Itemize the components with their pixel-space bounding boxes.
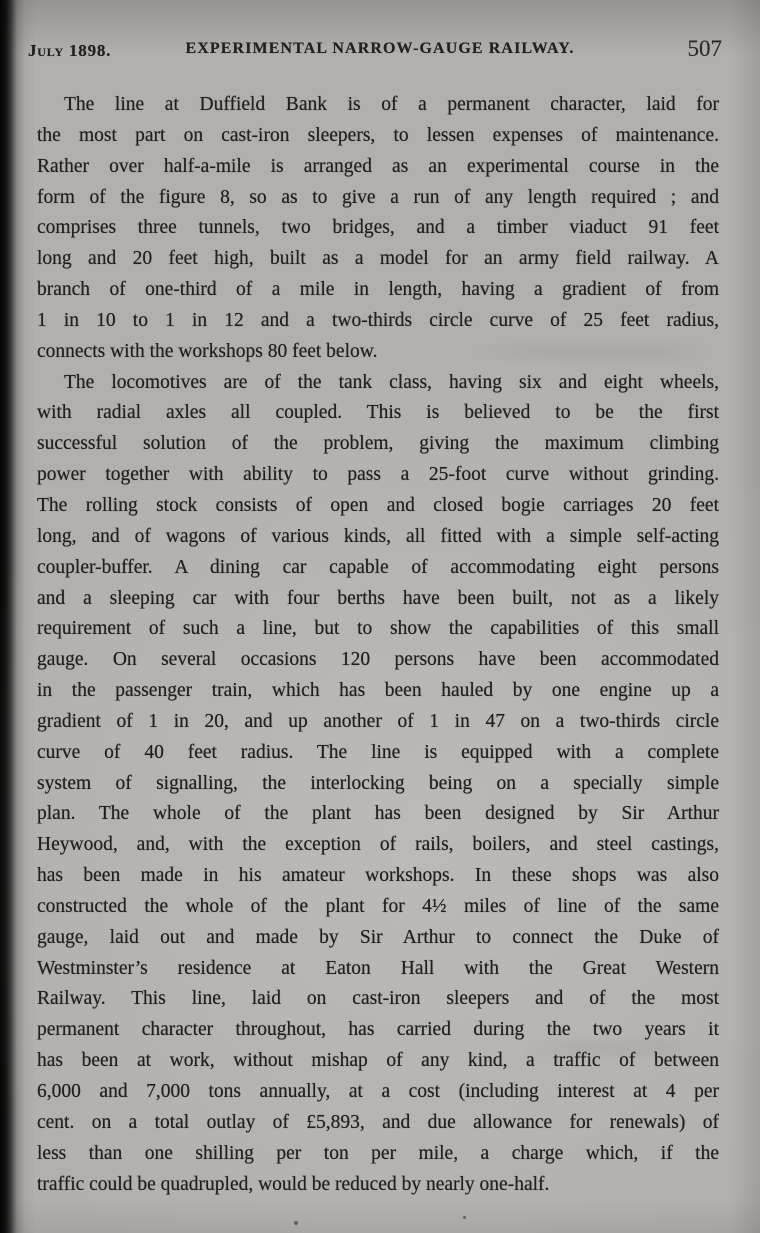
paper-speck bbox=[463, 1216, 466, 1219]
text-line: coupler-buffer. A dining car capable of accommodating eight persons bbox=[37, 556, 719, 578]
text-line: comprises three tunnels, two bridges, and a timber viaduct 91 feet bbox=[37, 217, 719, 239]
text-line: Heywood, and, with the exception of rails, boilers, and steel castings, bbox=[37, 834, 719, 856]
text-line: gradient of 1 in 20, and up another of 1 in 47 on a two-thirds circle bbox=[37, 710, 719, 732]
text-line: has been at work, without mishap of any kind, a traffic of between bbox=[37, 1050, 719, 1072]
text-line: permanent character throughout, has carried during the two years it bbox=[37, 1019, 719, 1041]
text-line: plan. The whole of the plant has been designed by Sir Arthur bbox=[37, 803, 719, 825]
text-line: gauge. On several occasions 120 persons have been accommodated bbox=[37, 649, 719, 671]
text-line: branch of one-third of a mile in length, having a gradient of from bbox=[37, 279, 719, 301]
text-line: Railway. This line, laid on cast-iron sleepers and of the most bbox=[37, 988, 719, 1010]
text-line: requirement of such a line, but to show the capabilities of this small bbox=[37, 618, 719, 640]
text-line: gauge, laid out and made by Sir Arthur to connect the Duke of bbox=[37, 926, 719, 948]
running-title: EXPERIMENTAL NARROW-GAUGE RAILWAY. bbox=[185, 40, 575, 57]
text-line: Rather over half-a-mile is arranged as an experimental course in the bbox=[37, 155, 719, 177]
text-line: has been made in his amateur workshops. In these shops was also bbox=[37, 865, 719, 887]
text-line: long, and of wagons of various kinds, all fitted with a simple self-acting bbox=[37, 525, 719, 547]
paragraph bbox=[37, 368, 719, 1201]
text-line: system of signalling, the interlocking being on a specially simple bbox=[37, 772, 719, 794]
text-line: cent. on a total outlay of £5,893, and due allowance for renewals) of bbox=[37, 1111, 719, 1133]
text-line: less than one shilling per ton per mile, a charge which, if the bbox=[37, 1142, 719, 1164]
text-line: power together with ability to pass a 25-foot curve without grinding. bbox=[37, 464, 719, 486]
header-date: July 1898. bbox=[28, 41, 112, 60]
text-line: curve of 40 feet radius. The line is equipped with a complete bbox=[37, 741, 719, 763]
text-line: The rolling stock consists of open and closed bogie carriages 20 feet bbox=[37, 494, 719, 516]
text-line: long and 20 feet high, built as a model for an army field railway. A bbox=[37, 248, 719, 270]
text-line: The line at Duffield Bank is of a permanent character, laid for bbox=[64, 94, 719, 115]
text-line: 1 in 10 to 1 in 12 and a two-thirds circle curve of 25 feet radius, bbox=[37, 309, 719, 331]
text-line: traffic could be quadrupled, would be reduced by nearly one-half. bbox=[37, 1173, 550, 1195]
text-line: successful solution of the problem, giving the maximum climbing bbox=[37, 433, 719, 455]
text-line: Westminster’s residence at Eaton Hall with the Great Western bbox=[37, 957, 719, 979]
paper-speck bbox=[294, 1221, 298, 1225]
paragraph bbox=[37, 90, 719, 368]
body-text bbox=[37, 90, 719, 1200]
running-header bbox=[0, 36, 760, 66]
text-line: with radial axles all coupled. This is believed to be the first bbox=[37, 402, 719, 424]
text-line: The locomotives are of the tank class, having six and eight wheels, bbox=[64, 371, 719, 393]
text-line: and a sleeping car with four berths have been built, not as a likely bbox=[37, 587, 719, 609]
text-line: in the passenger train, which has been hauled by one engine up a bbox=[37, 680, 719, 702]
text-line: form of the figure 8, so as to give a run of any length required ; and bbox=[37, 186, 719, 208]
text-line: connects with the workshops 80 feet below. bbox=[37, 340, 378, 362]
text-line: constructed the whole of the plant for 4½ miles of line of the same bbox=[37, 895, 719, 917]
text-line: 6,000 and 7,000 tons annually, at a cost (including interest at 4 per bbox=[37, 1081, 719, 1102]
text-line: the most part on cast-iron sleepers, to lessen expenses of maintenance. bbox=[37, 124, 719, 146]
page-number: 507 bbox=[687, 36, 722, 61]
